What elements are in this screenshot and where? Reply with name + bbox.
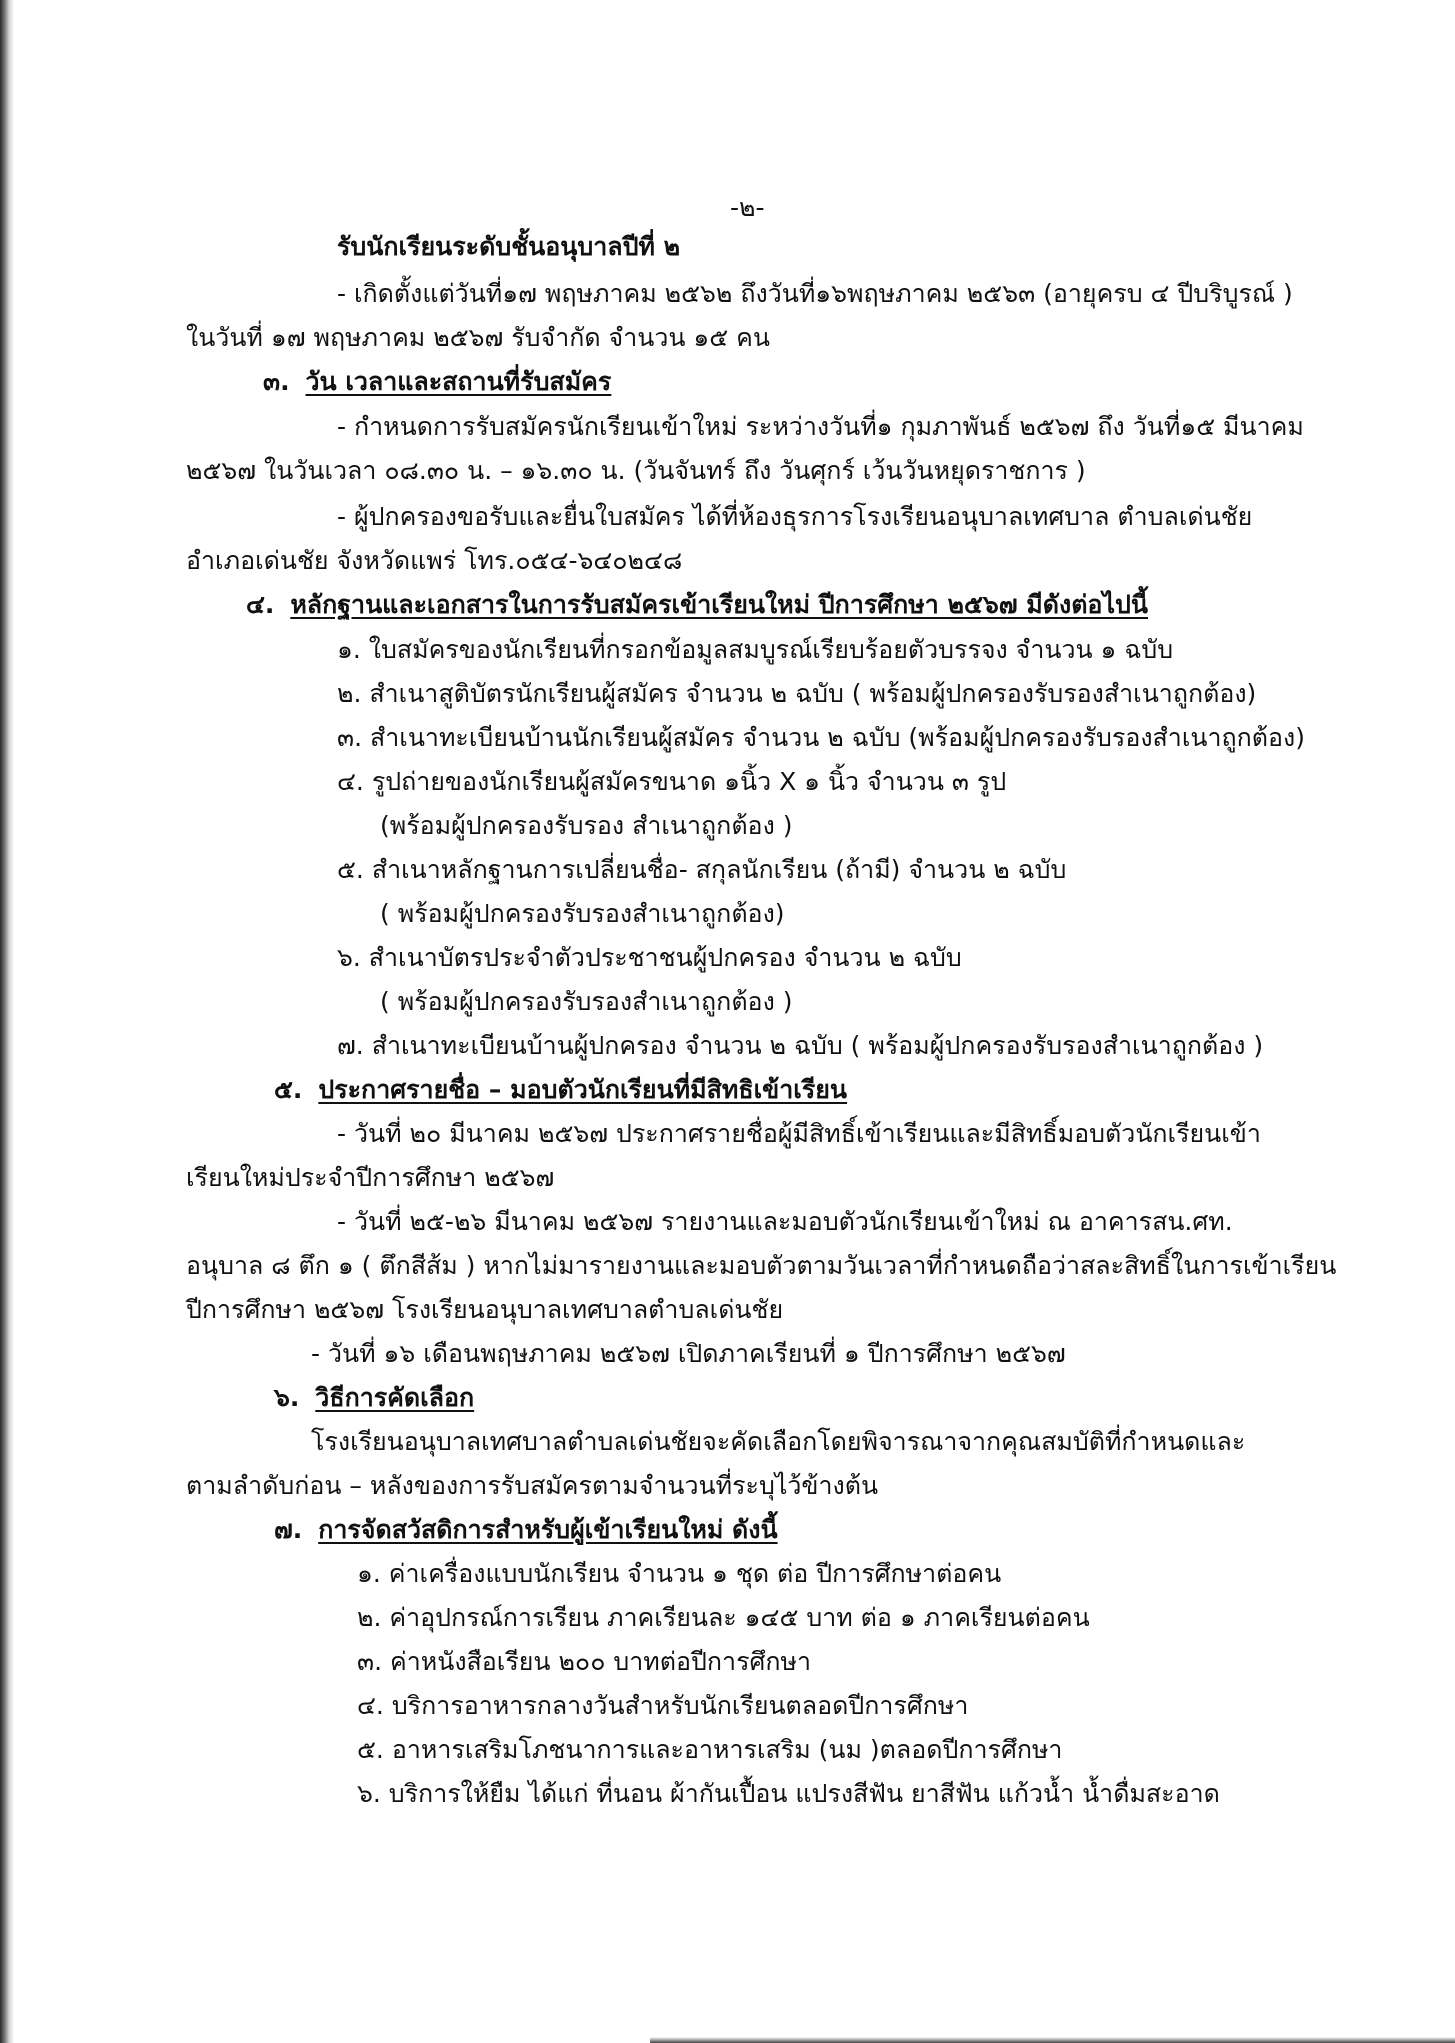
section6-heading [274, 1383, 474, 1413]
kindergarten2-line1: - เกิดตั้งแต่วันที่๑๗ พฤษภาคม ๒๕๖๒ ถึงวันที่๑๖พฤษภาคม ๒๕๖๓ (อายุครบ ๔ ปีบริบูรณ์ ) [337, 279, 1293, 308]
section3-p2-line1: - ผู้ปกครองขอรับและยื่นใบสมัคร ได้ที่ห้องธุรการโรงเรียนอนุบาลเทศบาล ตำบลเด่นชัย [337, 502, 1253, 531]
section3-p1-line1: - กำหนดการรับสมัครนักเรียนเข้าใหม่ ระหว่างวันที่๑ กุมภาพันธ์ ๒๕๖๗ ถึง วันที่๑๕ มีนาคม [337, 412, 1304, 441]
section3-heading [263, 367, 611, 397]
section5-p1-line1: - วันที่ ๒๐ มีนาคม ๒๕๖๗ ประกาศรายชื่อผู้มีสิทธิ์เข้าเรียนและมีสิทธิ์มอบตัวนักเรียนเข้า [337, 1119, 1261, 1148]
section6-line2: ตามลำดับก่อน – หลังของการรับสมัครตามจำนวนที่ระบุไว้ข้างต้น [186, 1471, 879, 1500]
section4-item: ๑. ใบสมัครของนักเรียนที่กรอกข้อมูลสมบูรณ์เรียบร้อยตัวบรรจง จำนวน ๑ ฉบับ [337, 635, 1174, 664]
section5-p2-line3: ปีการศึกษา ๒๕๖๗ โรงเรียนอนุบาลเทศบาลตำบลเด่นชัย [186, 1295, 784, 1324]
section7-item: ๓. ค่าหนังสือเรียน ๒๐๐ บาทต่อปีการศึกษา [357, 1647, 812, 1676]
section4-item-note: ( พร้อมผู้ปกครองรับรองสำเนาถูกต้อง) [380, 899, 785, 928]
section7-title: การจัดสวัสดิการสำหรับผู้เข้าเรียนใหม่ ดังนี้ [318, 1515, 778, 1544]
section3-p2-line2: อำเภอเด่นชัย จังหวัดแพร่ โทร.๐๕๔-๖๔๐๒๔๘ [186, 546, 683, 575]
section4-item: ๒. สำเนาสูติบัตรนักเรียนผู้สมัคร จำนวน ๒ ฉบับ ( พร้อมผู้ปกครองรับรองสำเนาถูกต้อง) [337, 679, 1257, 708]
section6-title: วิธีการคัดเลือก [315, 1383, 475, 1412]
kindergarten2-heading: รับนักเรียนระดับชั้นอนุบาลปีที่ ๒ [337, 232, 681, 261]
section6-number: ๖. [274, 1383, 300, 1412]
section4-item: ๓. สำเนาทะเบียนบ้านนักเรียนผู้สมัคร จำนวน ๒ ฉบับ (พร้อมผู้ปกครองรับรองสำเนาถูกต้อง) [337, 723, 1306, 752]
section4-item: ๕. สำเนาหลักฐานการเปลี่ยนชื่อ- สกุลนักเรียน (ถ้ามี) จำนวน ๒ ฉบับ [337, 855, 1067, 884]
section3-number: ๓. [263, 367, 290, 396]
section4-item: ๖. สำเนาบัตรประจำตัวประชาชนผู้ปกครอง จำนวน ๒ ฉบับ [337, 943, 962, 972]
section5-p3: - วันที่ ๑๖ เดือนพฤษภาคม ๒๕๖๗ เปิดภาคเรียนที่ ๑ ปีการศึกษา ๒๕๖๗ [311, 1339, 1066, 1368]
section7-heading [274, 1515, 778, 1545]
section5-heading [274, 1075, 847, 1105]
kindergarten2-line2: ในวันที่ ๑๗ พฤษภาคม ๒๕๖๗ รับจำกัด จำนวน ๑๕ คน [186, 323, 770, 352]
section7-item: ๕. อาหารเสริมโภชนาการและอาหารเสริม (นม )ตลอดปีการศึกษา [357, 1735, 1063, 1764]
section6-line1: โรงเรียนอนุบาลเทศบาลตำบลเด่นชัยจะคัดเลือกโดยพิจารณาจากคุณสมบัติที่กำหนดและ [311, 1427, 1246, 1456]
scan-edge-bottom [650, 2037, 1455, 2043]
section4-item: ๔. รูปถ่ายของนักเรียนผู้สมัครขนาด ๑นิ้ว X ๑ นิ้ว จำนวน ๓ รูป [337, 767, 1007, 796]
section7-item: ๖. บริการให้ยืม ได้แก่ ที่นอน ผ้ากันเปื้อน แปรงสีฟัน ยาสีฟัน แก้วน้ำ น้ำดื่มสะอาด [357, 1779, 1220, 1808]
page-number: -๒- [730, 193, 765, 222]
section4-number: ๔. [246, 590, 275, 619]
section5-p1-line2: เรียนใหม่ประจำปีการศึกษา ๒๕๖๗ [186, 1163, 555, 1192]
section5-p2-line1: - วันที่ ๒๕-๒๖ มีนาคม ๒๕๖๗ รายงานและมอบตัวนักเรียนเข้าใหม่ ณ อาคารสน.ศท. [337, 1207, 1233, 1236]
section4-title: หลักฐานและเอกสารในการรับสมัครเข้าเรียนใหม่ ปีการศึกษา ๒๕๖๗ มีดังต่อไปนี้ [290, 590, 1148, 619]
section7-item: ๒. ค่าอุปกรณ์การเรียน ภาคเรียนละ ๑๔๕ บาท ต่อ ๑ ภาคเรียนต่อคน [357, 1603, 1090, 1632]
section5-p2-line2: อนุบาล ๘ ตึก ๑ ( ตึกสีส้ม ) หากไม่มารายงานและมอบตัวตามวันเวลาที่กำหนดถือว่าสละสิทธิ์ในการเข้าเรียน [186, 1251, 1337, 1280]
section5-title: ประกาศรายชื่อ – มอบตัวนักเรียนที่มีสิทธิเข้าเรียน [318, 1075, 848, 1104]
section3-title: วัน เวลาและสถานที่รับสมัคร [305, 367, 612, 396]
section4-heading [246, 590, 1148, 620]
section3-p1-line2: ๒๕๖๗ ในวันเวลา ๐๘.๓๐ น. – ๑๖.๓๐ น. (วันจันทร์ ถึง วันศุกร์ เว้นวันหยุดราชการ ) [186, 456, 1086, 485]
section4-item-note: ( พร้อมผู้ปกครองรับรองสำเนาถูกต้อง ) [380, 987, 793, 1016]
section7-item: ๔. บริการอาหารกลางวันสำหรับนักเรียนตลอดปีการศึกษา [357, 1691, 969, 1720]
section7-item: ๑. ค่าเครื่องแบบนักเรียน จำนวน ๑ ชุด ต่อ ปีการศึกษาต่อคน [357, 1559, 1002, 1588]
section4-item: ๗. สำเนาทะเบียนบ้านผู้ปกครอง จำนวน ๒ ฉบับ ( พร้อมผู้ปกครองรับรองสำเนาถูกต้อง ) [337, 1031, 1264, 1060]
section5-number: ๕. [274, 1075, 303, 1104]
section7-number: ๗. [274, 1515, 303, 1544]
section4-item-note: (พร้อมผู้ปกครองรับรอง สำเนาถูกต้อง ) [380, 811, 793, 840]
scan-edge-left [0, 0, 14, 2043]
